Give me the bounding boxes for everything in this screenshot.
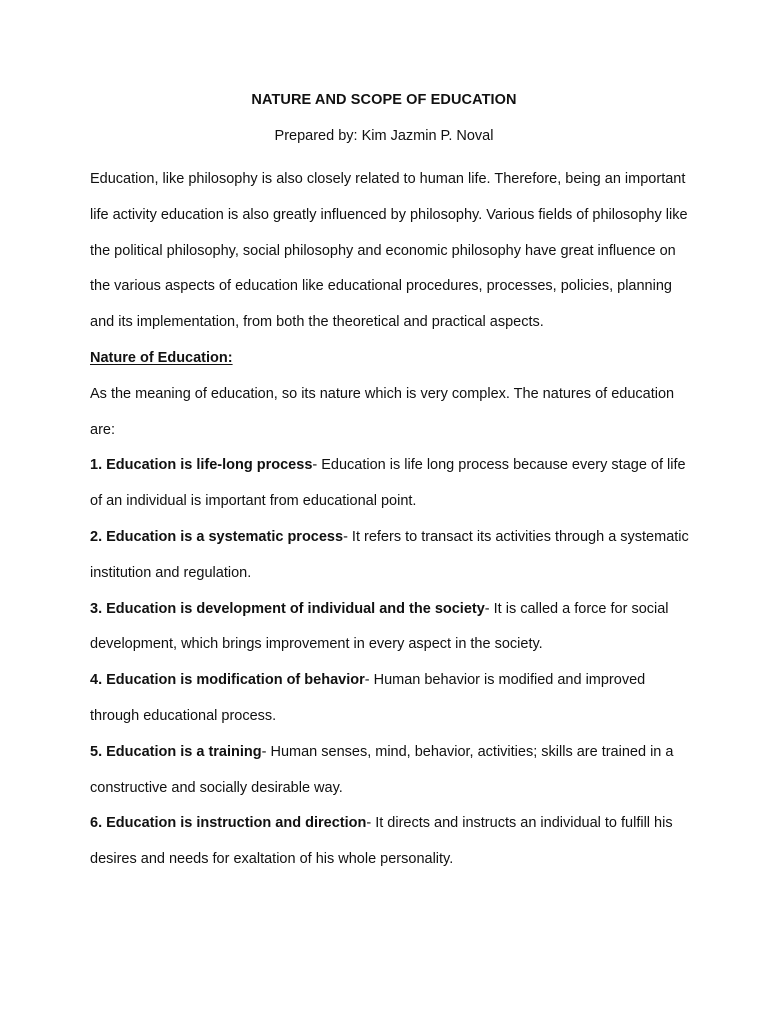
item-title: 5. Education is a training (90, 743, 262, 760)
item-text: - It directs and instructs an individual to fulfill his desires and needs for exaltation of his whole personality. (90, 815, 673, 868)
list-item (90, 735, 690, 807)
list-item (90, 520, 690, 592)
item-title: 2. Education is a systematic process (90, 528, 344, 545)
document-title: NATURE AND SCOPE OF EDUCATION (251, 92, 517, 108)
item-text: - It is called a force for social development, which brings improvement in every aspect in the society. (90, 600, 669, 653)
item-text: - It refers to transact its activities through a systematic institution and regulation. (90, 528, 689, 581)
item-text: - Human behavior is modified and improved through educational process. (90, 672, 646, 724)
list-item (90, 592, 690, 664)
list-item (90, 806, 690, 878)
section-heading: Nature of Education: (90, 349, 233, 366)
document-body (90, 162, 690, 878)
item-title: 6. Education is instruction and direction (90, 815, 367, 832)
intro-paragraph: Education, like philosophy is also closely related to human life. Therefore, being an important life activity education is also greatly influenced by philosophy. Various fields of philosophy like the political philosophy, social philosophy and economic philosophy have great influence on the various aspects of education like educational procedures, processes, policies, planning and its implementation, from both the theoretical and practical aspects. (90, 171, 688, 331)
item-text: - Human senses, mind, behavior, activities; skills are trained in a constructive and socially desirable way. (90, 743, 674, 796)
item-title: 1. Education is life-long process (90, 457, 313, 474)
document-author: Prepared by: Kim Jazmin P. Noval (274, 128, 494, 144)
item-text: - Education is life long process because every stage of life of an individual is important from educational point. (90, 457, 686, 510)
section-intro-paragraph: As the meaning of education, so its nature which is very complex. The natures of education are: (90, 385, 675, 438)
list-item (90, 663, 690, 735)
item-title: 4. Education is modification of behavior (90, 672, 365, 689)
item-title: 3. Education is development of individual and the society (90, 600, 485, 617)
list-item (90, 448, 690, 520)
